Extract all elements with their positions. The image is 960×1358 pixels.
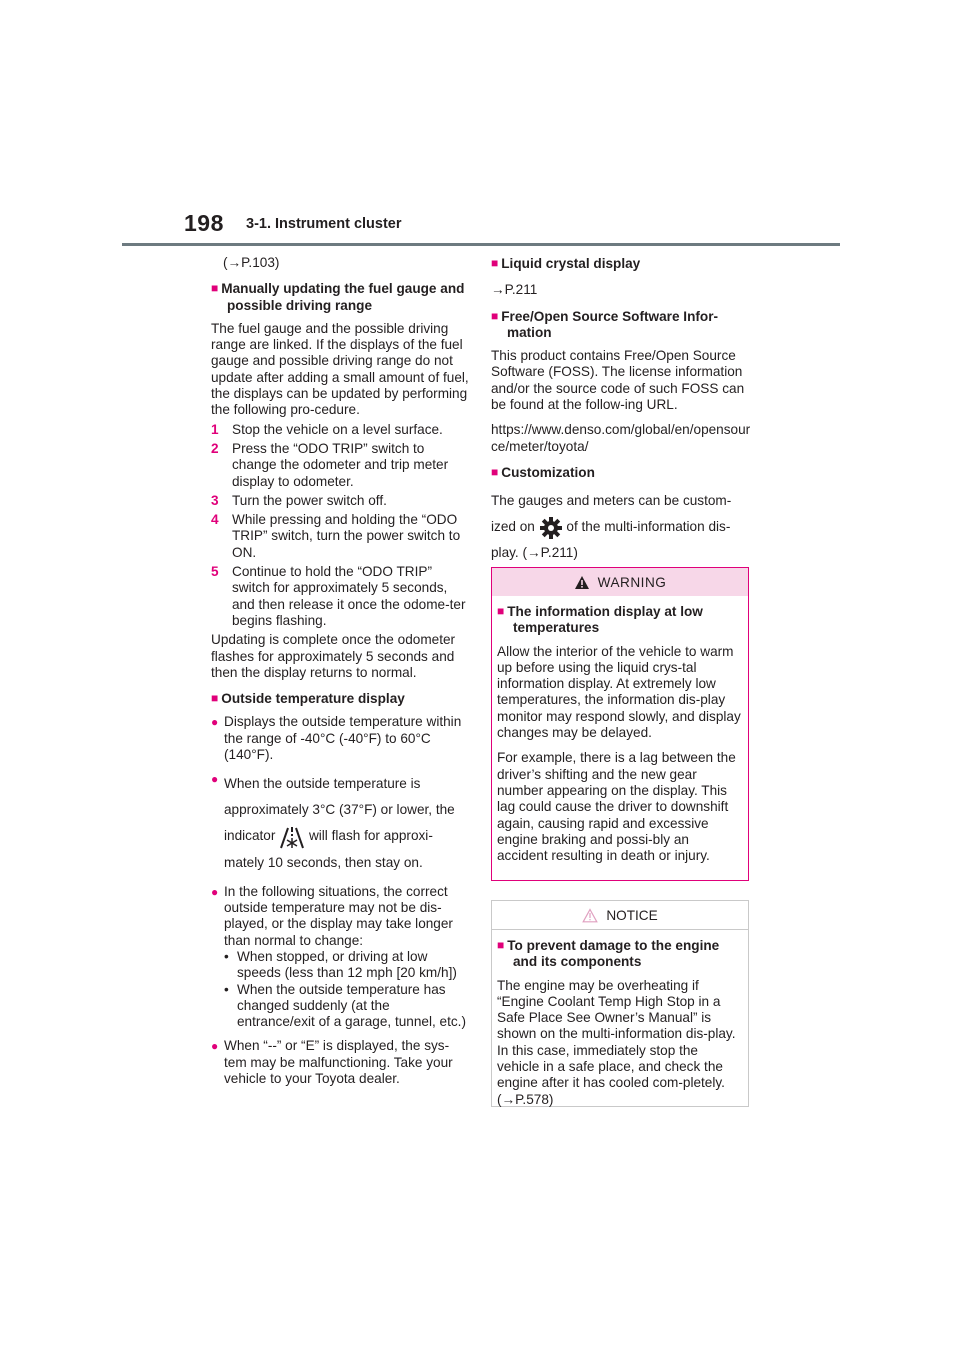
sub-list-item: • When stopped, or driving at low speeds (less than 12 mph [20 km/h])	[224, 948, 457, 981]
lcd-heading: ■ Liquid crystal display	[491, 256, 641, 271]
lcd-reference: →P.211	[491, 282, 538, 298]
section-title: 3-1. Instrument cluster	[246, 216, 402, 232]
ice-warning-indicator-icon	[279, 824, 305, 850]
warning-box	[491, 567, 749, 881]
procedure-step: 1 Stop the vehicle on a level surface.	[211, 421, 443, 437]
square-bullet-icon: ■	[497, 604, 505, 618]
circle-bullet-icon: ●	[211, 715, 219, 730]
notice-paragraph: The engine may be overheating if “Engine Coolant Temp High Stop in a Safe Place See Owner’s Manual” is shown on the multi-information dis-play. In this case, immediately stop the vehicle in a safe place, and check the engine after it has cooled com-pletely. (→P.578)	[497, 977, 736, 1107]
notice-heading: ■ To prevent damage to the engine and its components	[497, 938, 720, 970]
list-item: ● When the outside temperature is approximately 3°C (37°F) or lower, the indicator will flash for approxi-mately 10 seconds, then stay on.	[211, 771, 469, 875]
fuel-update-text: The fuel gauge and the possible driving range are linked. If the displays of the fuel gauge and possible driving range do not update after adding a small amount of fuel, the displays can be updated by performing the following pro-cedure.	[211, 320, 469, 418]
update-complete-text: Updating is complete once the odometer flashes for approximately 5 seconds and then the display returns to normal.	[211, 632, 456, 680]
notice-box	[491, 900, 749, 1107]
circle-bullet-icon: ●	[211, 1039, 219, 1054]
foss-text: This product contains Free/Open Source Software (FOSS). The license information and/or the source code of such FOSS can be found at the follow-ing URL.	[491, 348, 745, 413]
square-bullet-icon: ■	[491, 464, 499, 479]
warning-paragraph: Allow the interior of the vehicle to warm up before using the liquid crys-tal information display. At extremely low temperatures, the information dis-play monitor may respond slowly, and display changes may be delayed.	[497, 643, 741, 741]
list-item: ● In the following situations, the correct outside temperature may not be dis-played, or the display may take longer than normal to change: • When stopped, or driving at low speeds (less than 12 mph [20 km/h]) • When the outside temperature has changed suddenly (at the entrance/exit of a garage, tunnel, etc.)	[211, 884, 469, 1031]
procedure-step: 5 Continue to hold the “ODO TRIP” switch for approximately 5 seconds, and then release it once the odome-ter begins flashing.	[211, 564, 466, 628]
customization-heading: ■ Customization	[491, 464, 595, 480]
customization-text: The gauges and meters can be custom-ized on of the multi-information dis-play. (→P.211)	[491, 493, 732, 561]
outside-temp-heading: ■ Outside temperature display	[211, 691, 405, 707]
warning-title: WARNING	[597, 574, 667, 590]
notice-header	[492, 901, 748, 930]
warning-paragraph: For example, there is a lag between the driver’s shifting and the new gear number appearing on the display. This lag could cause the driver to downshift again, causing rapid and excessive engine braking and possi-bly an accident resulting in death or injury.	[497, 750, 736, 864]
right-column	[491, 255, 751, 566]
circle-bullet-icon: ●	[211, 884, 219, 899]
procedure-step: 4 While pressing and holding the “ODO TRIP” switch, turn the power switch to ON.	[211, 512, 461, 560]
list-item: ● Displays the outside temperature within the range of -40°C (-40°F) to 60°C (140°F).	[211, 714, 462, 763]
list-item: ● When “--” or “E” is displayed, the sys-tem may be malfunctioning. Take your vehicle to your Toyota dealer.	[211, 1038, 453, 1086]
square-bullet-icon: ■	[211, 691, 219, 706]
notice-title: NOTICE	[606, 907, 658, 923]
procedure-step: 3 Turn the power switch off.	[211, 492, 387, 508]
fuel-update-heading: ■ Manually updating the fuel gauge and possible driving range	[211, 281, 465, 313]
foss-heading: ■ Free/Open Source Software Infor-mation	[491, 308, 719, 340]
header-divider	[122, 243, 840, 246]
foss-url: https://www.denso.com/global/en/opensource/meter/toyota/	[491, 422, 751, 454]
sub-list-item: • When the outside temperature has changed suddenly (at the entrance/exit of a garage, tunnel, etc.)	[224, 981, 466, 1030]
square-bullet-icon: ■	[497, 938, 505, 952]
procedure-step: 2 Press the “ODO TRIP” switch to change the odometer and trip meter display to odometer.	[211, 440, 449, 489]
left-column	[211, 255, 469, 1095]
warning-header	[492, 568, 748, 596]
circle-bullet-icon: ●	[211, 772, 219, 787]
square-bullet-icon: ■	[491, 308, 499, 323]
warning-heading: ■ The information display at low temperatures	[497, 604, 703, 636]
square-bullet-icon: ■	[491, 256, 499, 270]
reference-text: (→P.103)	[223, 255, 280, 270]
notice-triangle-icon	[582, 908, 598, 923]
page-number: 198	[184, 210, 224, 236]
warning-triangle-icon	[574, 575, 590, 590]
gear-icon	[539, 516, 563, 540]
square-bullet-icon: ■	[211, 281, 219, 296]
